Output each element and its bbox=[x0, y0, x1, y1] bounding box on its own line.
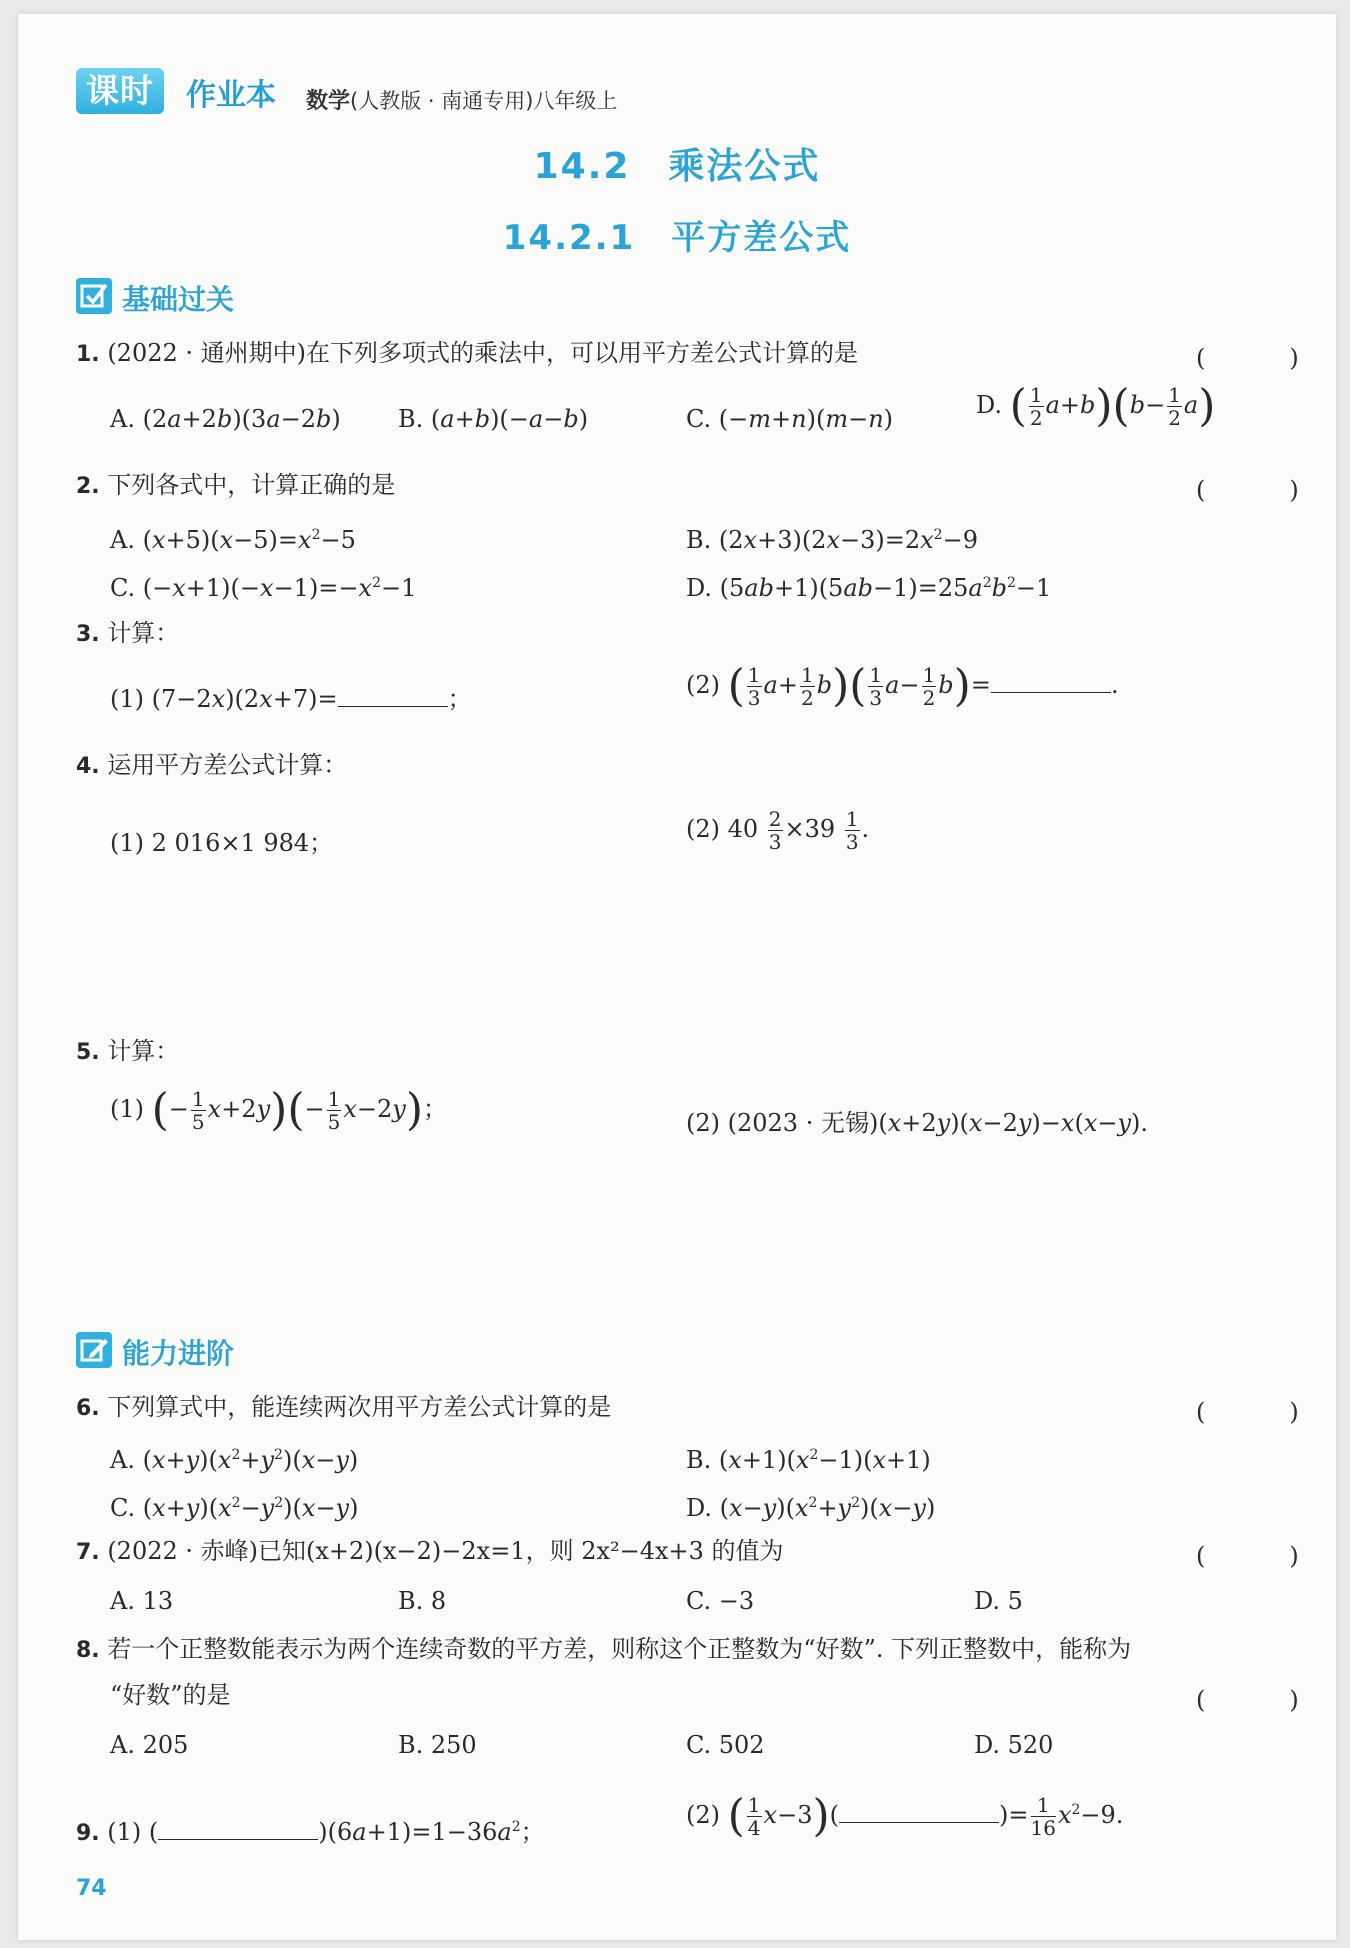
answer-bracket[interactable]: ( ) bbox=[1196, 1398, 1329, 1426]
question-number: 6. bbox=[76, 1396, 100, 1421]
question-1 bbox=[76, 338, 858, 370]
option-b: B. $(2x+3)(2x-3)=2x^2-9$ bbox=[686, 526, 978, 554]
question-7 bbox=[76, 1536, 784, 1568]
answer-bracket[interactable]: ( ) bbox=[1196, 344, 1329, 372]
option-d: D. 520 bbox=[974, 1731, 1054, 1759]
question-number: 4. bbox=[76, 754, 100, 779]
question-stem: 运用平方差公式计算： bbox=[107, 751, 348, 779]
question-9: 9. (1) ( )$(6a+1)=1-36a^2$； bbox=[76, 1818, 545, 1846]
answer-bracket[interactable]: ( ) bbox=[1196, 476, 1329, 504]
answer-blank[interactable] bbox=[839, 1822, 999, 1823]
subsection-title: 14.2.1 平方差公式 bbox=[502, 218, 852, 258]
option-c: C. $(x+y)(x^2-y^2)(x-y)$ bbox=[110, 1494, 359, 1522]
question-stem: 下列各式中，计算正确的是 bbox=[107, 471, 396, 499]
question-6 bbox=[76, 1392, 611, 1424]
question-4 bbox=[76, 750, 347, 782]
pencil-edit-icon bbox=[76, 1332, 112, 1368]
question-4-part-1: (1) 2 016×1 984； bbox=[110, 829, 334, 857]
option-c: C. −3 bbox=[686, 1587, 755, 1615]
page-number: 74 bbox=[76, 1876, 107, 1901]
question-2 bbox=[76, 470, 395, 502]
option-d: D. $(x-y)(x^2+y^2)(x-y)$ bbox=[686, 1494, 936, 1522]
option-b: B. (a+b)(−a−b) bbox=[398, 405, 589, 433]
answer-blank[interactable] bbox=[991, 692, 1111, 693]
option-a: A. 205 bbox=[110, 1731, 189, 1759]
question-number: 7. bbox=[76, 1540, 100, 1565]
question-5 bbox=[76, 1036, 179, 1068]
option-a: A. 13 bbox=[110, 1587, 174, 1615]
question-4-part-2: (2) 40 $\frac{2}{3}$ ×39 $\frac{1}{3}$ . bbox=[686, 807, 870, 854]
question-3-part-2: (2) ( $\frac{1}{3}$ a+ $\frac{1}{2}$ b)( $\frac{1}{3}$ a− $\frac{1}{2}$ b)= . bbox=[686, 660, 1119, 712]
question-9-part-2: (2) ( $\frac{1}{4}$ x−3)( )= $\frac{1}{16}$ $x^2-9$. bbox=[686, 1790, 1124, 1842]
option-b: B. 250 bbox=[398, 1731, 477, 1759]
brand-text: 作业本 bbox=[186, 78, 276, 113]
question-number: 5. bbox=[76, 1040, 100, 1065]
option-d: D. $(5ab+1)(5ab-1)=25a^2b^2-1$ bbox=[686, 574, 1052, 602]
option-b: B. $(x+1)(x^2-1)(x+1)$ bbox=[686, 1446, 931, 1474]
question-3-part-1: (1) (7−2x)(2x+7)= ； bbox=[110, 685, 472, 713]
option-c: C. 502 bbox=[686, 1731, 765, 1759]
question-stem: 计算： bbox=[107, 619, 180, 647]
checkbox-icon bbox=[76, 278, 112, 314]
edition-label: (人教版 · 南通专用)八年级上 bbox=[350, 89, 618, 113]
question-number: 3. bbox=[76, 622, 100, 647]
answer-bracket[interactable]: ( ) bbox=[1196, 1686, 1329, 1714]
question-number: 8. bbox=[76, 1638, 100, 1663]
subject-label: 数学 bbox=[306, 89, 351, 114]
option-c: C. $(-x+1)(-x-1)=-x^2-1$ bbox=[110, 574, 417, 602]
option-a: A. $(x+5)(x-5)=x^2-5$ bbox=[110, 526, 356, 554]
answer-blank[interactable] bbox=[158, 1839, 318, 1840]
answer-bracket[interactable]: ( ) bbox=[1196, 1542, 1329, 1570]
option-b: B. 8 bbox=[398, 1587, 447, 1615]
section-title: 14.2 乘法公式 bbox=[533, 146, 821, 187]
option-a: A. $(x+y)(x^2+y^2)(x-y)$ bbox=[110, 1446, 359, 1474]
question-8 bbox=[76, 1634, 1131, 1666]
question-stem: 下列算式中，能连续两次用平方差公式计算的是 bbox=[107, 1393, 612, 1421]
question-stem: 若一个正整数能表示为两个连续奇数的平方差，则称这个正整数为“好数”. 下列正整数中，能称为 bbox=[107, 1635, 1132, 1663]
section-advanced-heading: 能力进阶 bbox=[122, 1337, 235, 1370]
option-a: A. (2a+2b)(3a−2b) bbox=[110, 405, 341, 433]
option-c: C. (−m+n)(m−n) bbox=[686, 405, 894, 433]
brand-logo: 课时 bbox=[76, 68, 164, 114]
question-stem: (2022 · 通州期中)在下列多项式的乘法中，可以用平方差公式计算的是 bbox=[107, 339, 859, 367]
workbook-page bbox=[18, 14, 1336, 1940]
question-stem: 计算： bbox=[107, 1037, 180, 1065]
book-info bbox=[306, 84, 617, 115]
question-8-stem-cont: “好数”的是 bbox=[110, 1681, 231, 1709]
question-number: 2. bbox=[76, 474, 100, 499]
section-basic-heading: 基础过关 bbox=[122, 283, 235, 316]
question-number: 9. bbox=[76, 1821, 100, 1846]
question-number: 1. bbox=[76, 342, 100, 367]
question-5-part-2: (2) (2023 · 无锡)(x+2y)(x−2y)−x(x−y). bbox=[686, 1109, 1149, 1137]
option-d: D. 5 bbox=[974, 1587, 1023, 1615]
answer-blank[interactable] bbox=[338, 706, 448, 707]
question-3 bbox=[76, 618, 179, 650]
question-5-part-1: (1) (− $\frac{1}{5}$ x+2y)(− $\frac{1}{5}$ x−2y)； bbox=[110, 1084, 447, 1136]
question-stem: (2022 · 赤峰)已知(x+2)(x−2)−2x=1，则 2x²−4x+3 的值为 bbox=[107, 1537, 784, 1565]
option-d: D. ( $\frac{1}{2}$ a+b)(b− $\frac{1}{2}$ a) bbox=[976, 380, 1216, 432]
